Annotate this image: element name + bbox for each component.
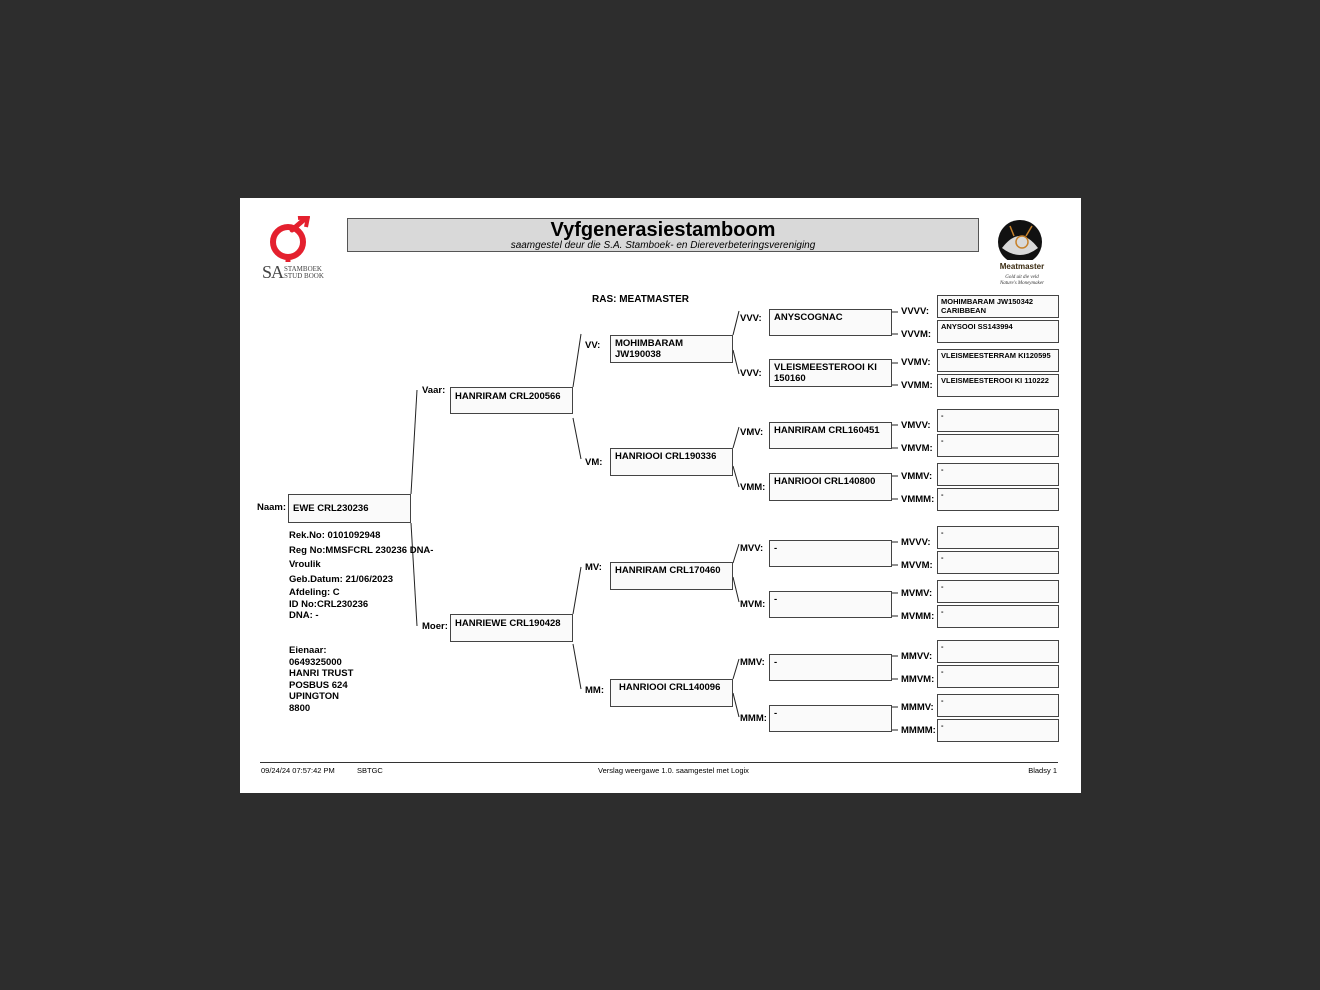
box-mvv: - — [769, 540, 892, 567]
detail-birth-date: Geb.Datum: 21/06/2023 — [289, 573, 394, 585]
animal-details — [289, 529, 433, 622]
box-mmvm: - — [937, 665, 1059, 688]
label-vvm: VVV: — [740, 368, 762, 379]
box-vvm: VLEISMEESTEROOI KI 150160 — [769, 359, 892, 387]
footer-code: SBTGC — [357, 766, 383, 775]
label-vvvv: VVVV: — [901, 306, 929, 317]
detail-afdeling: Afdeling: C — [289, 587, 340, 598]
label-vm: VM: — [585, 457, 603, 468]
detail-sex: Vroulik — [289, 559, 321, 570]
title-box — [347, 218, 979, 252]
box-mmmm: - — [937, 719, 1059, 742]
detail-id-no: ID No:CRL230236 — [289, 598, 369, 610]
box-vmv: HANRIRAM CRL160451 — [769, 422, 892, 449]
box-vvv: ANYSCOGNAC — [769, 309, 892, 336]
box-mmm: - — [769, 705, 892, 732]
box-mmvv: - — [937, 640, 1059, 663]
breed-label: RAS: MEATMASTER — [592, 294, 690, 305]
meatmaster-logo-name: Meatmaster — [999, 262, 1045, 271]
label-mvv: MVV: — [740, 543, 764, 554]
box-mmv: - — [769, 654, 892, 681]
animal-name-box: EWE CRL230236 — [288, 494, 411, 523]
owner-address-1: POSBUS 624 — [289, 679, 348, 691]
page-title: Vyfgenerasiestamboom — [550, 219, 776, 241]
label-vvmv: VVMV: — [901, 357, 931, 368]
sa-stamboek-logo — [260, 216, 330, 286]
sa-logo-text: SA — [262, 262, 284, 282]
box-vmvm: - — [937, 434, 1059, 457]
box-mm: HANRIOOI CRL140096 — [610, 679, 733, 707]
label-mvmm: MVMM: — [901, 611, 935, 622]
label-vv: VV: — [585, 340, 601, 351]
label-mvm: MVM: — [740, 599, 766, 610]
box-mvvm: - — [937, 551, 1059, 574]
meatmaster-slogan-1: Gold uit die veld — [1005, 275, 1039, 280]
meatmaster-logo — [992, 218, 1052, 290]
owner-postal-code: 8800 — [289, 702, 311, 714]
animal-name-label: Naam: — [257, 502, 287, 513]
box-vvmv: VLEISMEESTERRAM KI120595 — [937, 349, 1059, 372]
label-mmm: MMM: — [740, 713, 767, 724]
owner-label: Eienaar: — [289, 645, 327, 656]
owner-number: 0649325000 — [289, 656, 342, 668]
sa-stamboek-logo-icon — [268, 216, 312, 262]
detail-rek-no: Rek.No: 0101092948 — [289, 530, 381, 541]
dam-label: Moer: — [422, 621, 448, 632]
footer-page-number: Bladsy 1 — [1028, 766, 1057, 775]
label-mvmv: MVMV: — [901, 588, 933, 599]
label-vvvm: VVVM: — [901, 329, 932, 340]
box-mmmv: - — [937, 694, 1059, 717]
label-mv: MV: — [585, 562, 602, 573]
box-vmmv: - — [937, 463, 1059, 486]
label-mmmm: MMMM: — [901, 725, 936, 736]
label-mmv: MMV: — [740, 657, 765, 668]
box-vvvm: ANYSOOI SS143994 — [937, 320, 1059, 343]
meatmaster-slogan-2: Nature's Moneymaker — [999, 281, 1045, 286]
owner-address-2: UPINGTON — [289, 691, 339, 702]
meatmaster-logo-icon — [992, 218, 1052, 276]
sa-logo-line1: STAMBOEK — [284, 264, 322, 273]
box-vmvv: - — [937, 409, 1059, 432]
label-vmmm: VMMM: — [901, 494, 935, 505]
sa-logo-line2: STUD BOOK — [284, 271, 324, 280]
box-mvmm: - — [937, 605, 1059, 628]
label-vmvm: VMVM: — [901, 443, 933, 454]
dam-box: HANRIEWE CRL190428 — [450, 614, 573, 642]
label-mmvm: MMVM: — [901, 674, 935, 685]
detail-reg-no: Reg No:MMSFCRL 230236 DNA- — [289, 544, 434, 556]
box-vvmm: VLEISMEESTEROOI KI 110222 — [937, 374, 1059, 397]
footer-divider — [260, 762, 1058, 763]
box-vmmm: - — [937, 488, 1059, 511]
box-mvmv: - — [937, 580, 1059, 603]
box-vv: MOHIMBARAM JW190038 — [610, 335, 733, 363]
label-vvmm: VVMM: — [901, 380, 933, 391]
sire-box: HANRIRAM CRL200566 — [450, 387, 573, 414]
box-mv: HANRIRAM CRL170460 — [610, 562, 733, 590]
box-vm: HANRIOOI CRL190336 — [610, 448, 733, 476]
label-vmvv: VMVV: — [901, 420, 931, 431]
label-mmvv: MMVV: — [901, 651, 933, 662]
label-mvvv: MVVV: — [901, 537, 931, 548]
label-vmmv: VMMV: — [901, 471, 933, 482]
box-mvvv: - — [937, 526, 1059, 549]
owner-details — [289, 645, 353, 714]
detail-dna: DNA: - — [289, 610, 319, 621]
label-vmm: VMM: — [740, 482, 766, 493]
footer-version: Verslag weergawe 1.0. saamgestel met Logix — [598, 766, 749, 775]
box-vmm: HANRIOOI CRL140800 — [769, 473, 892, 501]
page-subtitle: saamgestel deur die S.A. Stamboek- en Diereverbeteringsvereniging — [510, 240, 816, 251]
box-mvm: - — [769, 591, 892, 618]
owner-name: HANRI TRUST — [289, 668, 354, 679]
sire-label: Vaar: — [422, 385, 446, 396]
pedigree-document — [240, 198, 1081, 793]
box-vvvv: MOHIMBARAM JW150342 CARIBBEAN — [937, 295, 1059, 318]
label-mvvm: MVVM: — [901, 560, 933, 571]
label-mmmv: MMMV: — [901, 702, 934, 713]
label-mm: MM: — [585, 685, 604, 696]
label-vvv: VVV: — [740, 313, 762, 324]
footer-datetime: 09/24/24 07:57:42 PM — [261, 766, 335, 775]
label-vmv: VMV: — [740, 427, 764, 438]
